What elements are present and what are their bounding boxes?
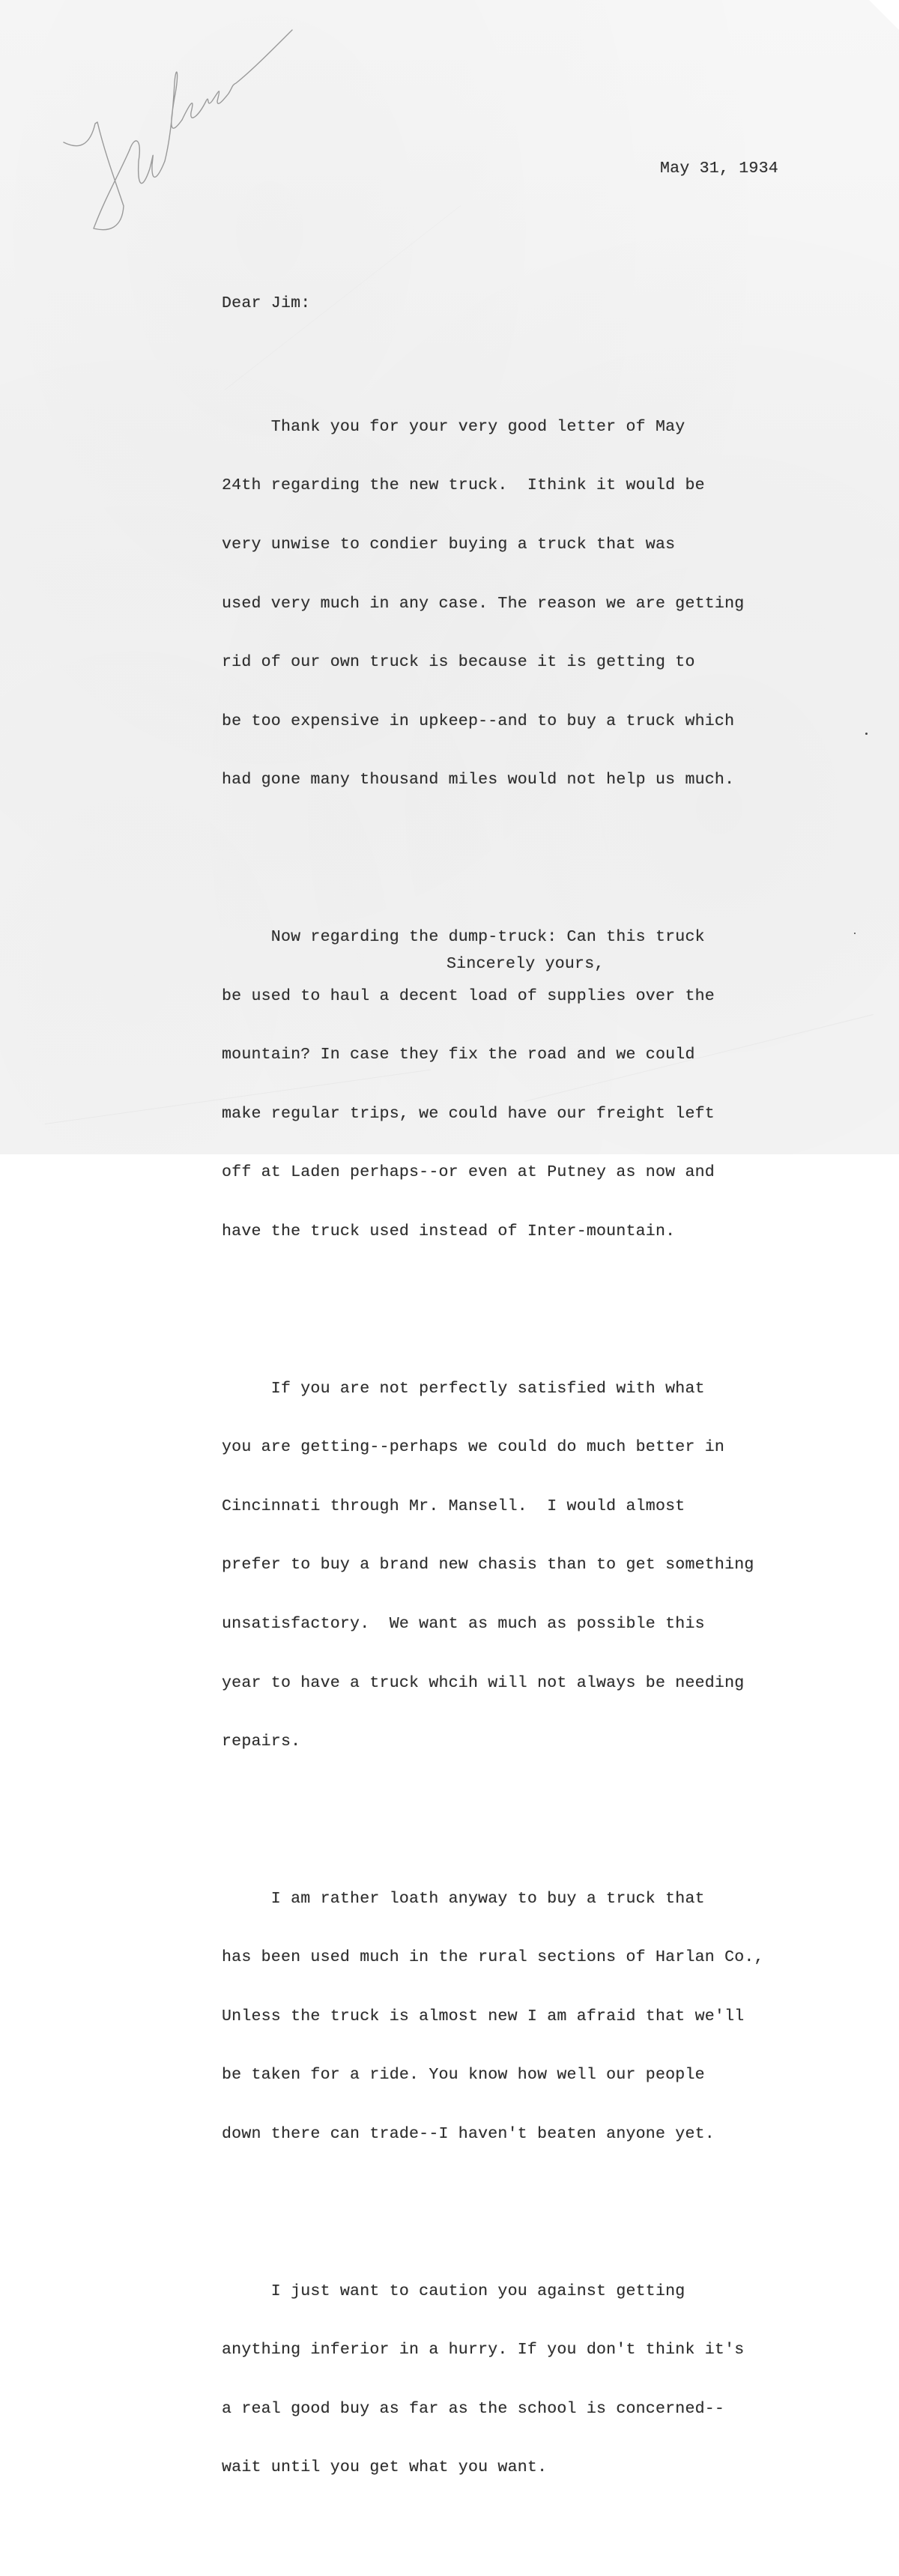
body-line: year to have a truck whcih will not always be needing bbox=[222, 1673, 745, 1692]
signature-stroke bbox=[165, 72, 182, 161]
body-paragraph bbox=[222, 1339, 764, 1791]
body-line: I am rather loath anyway to buy a truck that bbox=[222, 1889, 705, 1908]
body-line: 24th regarding the new truck. Ithink it would be bbox=[222, 476, 705, 495]
ink-speck bbox=[865, 733, 868, 735]
body-paragraph bbox=[222, 378, 764, 829]
body-line: has been used much in the rural sections of Harlan Co., bbox=[222, 1948, 764, 1967]
body-line: Now regarding the dump-truck: Can this truck bbox=[222, 927, 705, 946]
body-line: have the truck used instead of Inter-mountain. bbox=[222, 1222, 676, 1240]
folded-corner bbox=[869, 0, 899, 30]
body-line: off at Laden perhaps--or even at Putney as now and bbox=[222, 1163, 715, 1182]
body-line: prefer to buy a brand new chasis than to get something bbox=[222, 1556, 754, 1575]
letter-date: May 31, 1934 bbox=[660, 160, 778, 178]
body-paragraph bbox=[222, 1849, 764, 2183]
letter-closing: Sincerely yours, bbox=[447, 955, 605, 973]
body-paragraph bbox=[222, 2242, 764, 2517]
body-line: anything inferior in a hurry. If you don't think it's bbox=[222, 2341, 745, 2360]
body-line: a real good buy as far as the school is concerned-- bbox=[222, 2399, 725, 2418]
body-line: down there can trade--I haven't beaten anyone yet. bbox=[222, 2125, 715, 2144]
body-line: Thank you for your very good letter of May bbox=[222, 417, 685, 436]
body-line: repairs. bbox=[222, 1733, 301, 1751]
body-line: be too expensive in upkeep--and to buy a truck which bbox=[222, 712, 735, 730]
body-line: Unless the truck is almost new I am afraid that we'll bbox=[222, 2007, 745, 2025]
body-line: unsatisfactory. We want as much as possible this bbox=[222, 1614, 705, 1633]
body-line: be used to haul a decent load of supplies over the bbox=[222, 987, 715, 1005]
body-line: make regular trips, we could have our freight left bbox=[222, 1104, 715, 1123]
body-line: you are getting--perhaps we could do much better in bbox=[222, 1438, 725, 1457]
body-line: be taken for a ride. You know how well our people bbox=[222, 2066, 705, 2085]
letter-salutation: Dear Jim: bbox=[222, 294, 311, 312]
signature-stroke bbox=[182, 30, 292, 120]
body-line: I just want to caution you against getting bbox=[222, 2282, 685, 2300]
body-line: If you are not perfectly satisfied with what bbox=[222, 1379, 705, 1398]
body-line: mountain? In case they fix the road and we could bbox=[222, 1046, 695, 1064]
body-line: Cincinnati through Mr. Mansell. I would almost bbox=[222, 1497, 685, 1515]
ink-speck bbox=[854, 933, 856, 934]
signature-stroke bbox=[64, 122, 130, 230]
pencil-signature bbox=[79, 11, 303, 236]
body-paragraph bbox=[222, 888, 764, 1281]
body-line: rid of our own truck is because it is getting to bbox=[222, 653, 695, 672]
body-line: very unwise to condier buying a truck that was bbox=[222, 536, 676, 554]
body-line: wait until you get what you want. bbox=[222, 2458, 548, 2477]
letter-body bbox=[222, 339, 764, 2576]
body-line: used very much in any case. The reason we are getting bbox=[222, 594, 745, 613]
body-line: had gone many thousand miles would not help us much. bbox=[222, 771, 735, 790]
signature-stroke bbox=[130, 141, 165, 184]
